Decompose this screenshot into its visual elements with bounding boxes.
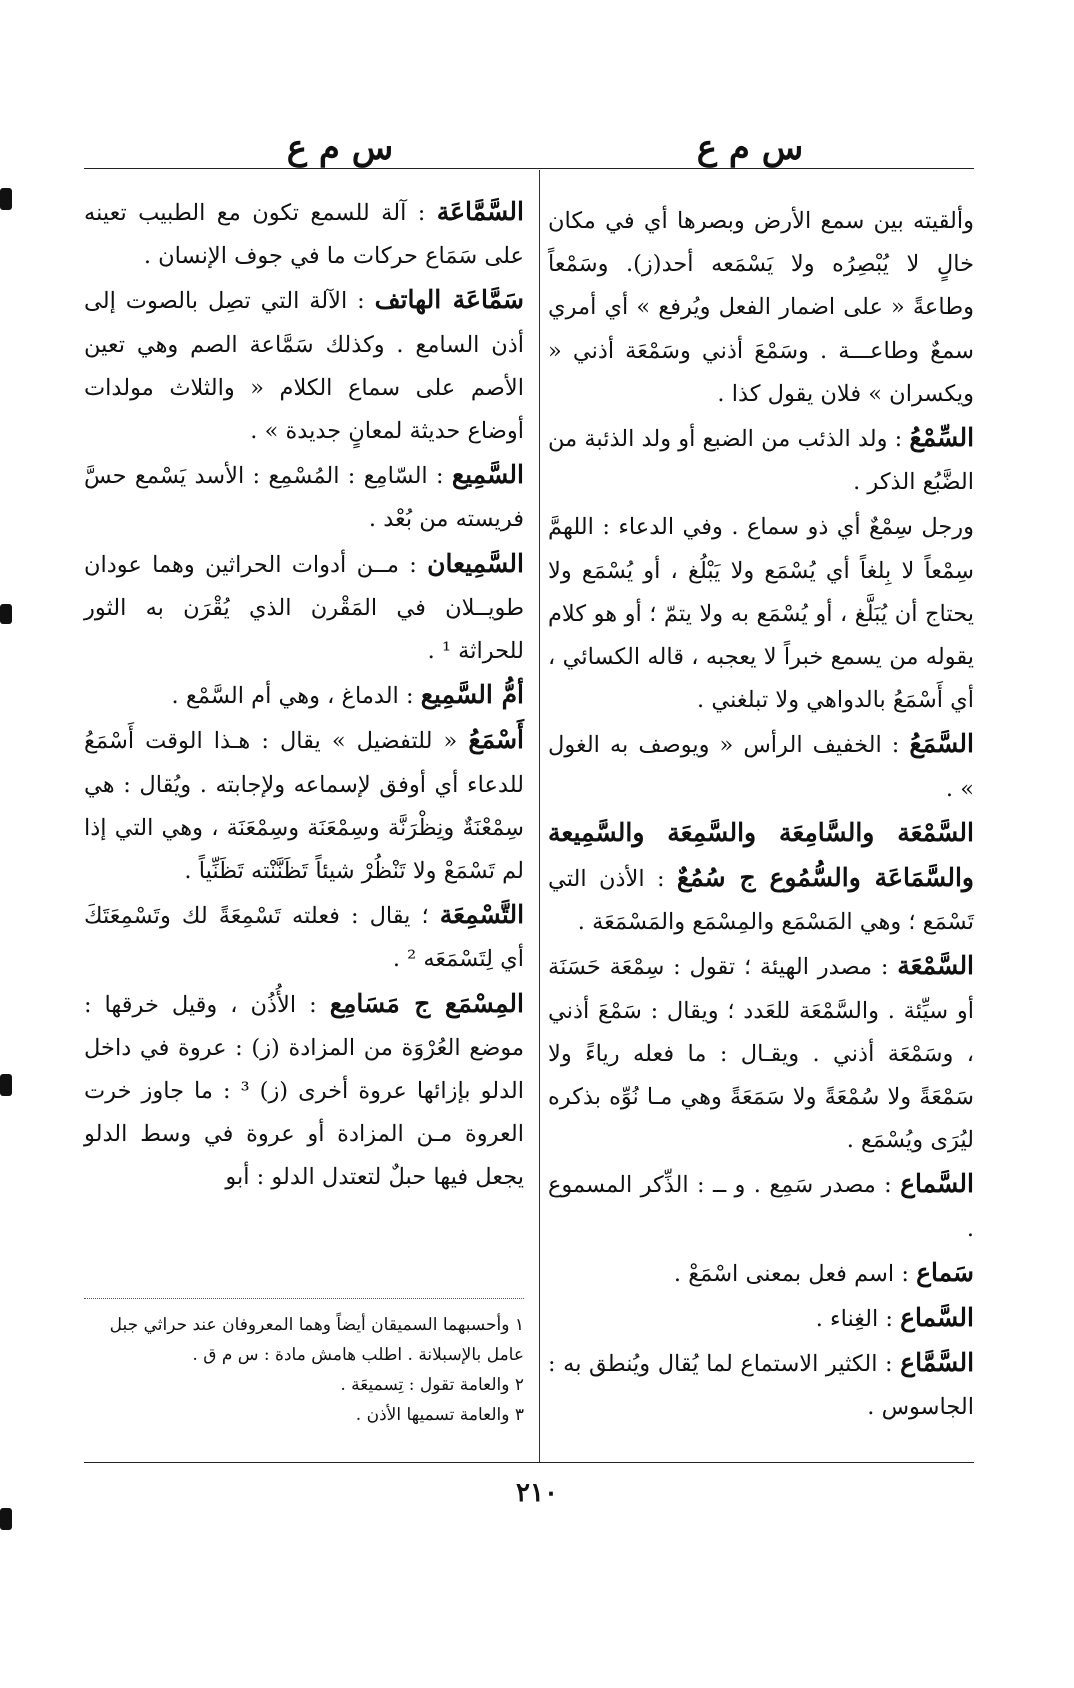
entry-headword: أمُّ السَّمِيع (420, 680, 524, 710)
entry-headword: السَّمَعُ (909, 729, 974, 759)
entry (84, 278, 524, 453)
entry-text: : مصدر الهيئة ؛ تقول : سِمْعَة حَسَنَة أو سيِّئة . والسَّمْعَة للعَدد ؛ ويقال : سَمْعَ أذني ، وسَمْعَة أذني . ويقـال : ما فعله رياءً ولا سَمْعَةً ولا سُمْعَةً ولا سَمَعَةً وهي مـا نُوِّه بذكره ليُرَى ويُسْمَع . (548, 954, 974, 1154)
entry-headword: السَّمَّاع (900, 1348, 975, 1378)
footnote-rule (84, 1298, 524, 1299)
entry (548, 198, 974, 416)
entry-headword: السَّمْعَة والسَّامِعَة والسَّمِعَة والسَّمِيعة والسَّمَاعَة والسُّمُوع ج سُمُعٌ (548, 817, 974, 893)
entry (84, 673, 524, 718)
entry-headword: المِسْمَع ج مَسَامِع (329, 988, 524, 1018)
entry-headword: السَّمِيعان (427, 548, 524, 578)
footer-rule (84, 1462, 974, 1463)
footnotes (84, 1310, 524, 1430)
entry-headword: السَّمَّاعَة (436, 197, 524, 226)
entry (84, 453, 524, 541)
footnote: ١ وأحسبهما السميقان أيضاً وهما المعروفان عند حراثي جبل عامل بالإسبلانة . اطلب هامش مادة : س م ق . (109, 1315, 524, 1365)
footnote: ٣ والعامة تسميها الأذن . (355, 1405, 524, 1425)
running-header-right: س م ع (696, 128, 804, 168)
entry-text: : الغِناء . (815, 1306, 893, 1333)
page-number: ٢١٠ (516, 1478, 558, 1508)
margin-mark (0, 1508, 12, 1530)
entry (84, 542, 524, 674)
entry-headword: السَّمِيع (451, 460, 524, 490)
footnote: ٢ والعامة تقول : تِسميعَة . (340, 1375, 524, 1395)
entry-headword: السَّمْعَة (897, 951, 975, 981)
entry-headword: التَّسْمِعَة (439, 900, 525, 930)
entry-text: : الآلة التي تصِل بالصوت إلى أذن السامع . وكذلك سَمَّاعة الصم وهي تعين الأصم على سماع الكلام « والثلاث مولدات أوضاع حديثة لمعانٍ جديدة » . (84, 288, 524, 445)
entry (84, 190, 524, 278)
entry-text: : ولد الذئب من الضبع أو ولد الذئبة من الضَّبُع الذكر . (548, 426, 974, 496)
entry-text: : مصدر سَمِع . و ــ : الذِّكر المسموع . (548, 1172, 974, 1242)
entry-text: : الكثير الاستماع لما يُقال ويُنطق به : الجاسوس . (548, 1351, 974, 1421)
left-column (84, 190, 524, 1200)
entry-text: ؛ يقال : فعلته تَسْمِعَةً لك وتَسْمِعَتَكَ أي لِتَسْمَعَه ² . (84, 903, 524, 973)
entry (548, 1341, 974, 1429)
header-rule (84, 168, 974, 169)
right-column (548, 198, 974, 1430)
entry-text: : اسم فعل بمعنى اسْمَعْ . (673, 1260, 909, 1287)
entry (548, 504, 974, 722)
entry (548, 1251, 974, 1296)
entry-headword: سَماع (916, 1257, 974, 1287)
entry-text: : الأُذُن ، وقيل خرقها : موضع العُرْوَة من المزادة (ز) : عروة في داخل الدلو بإزائها عروة أخرى (ز) ³ : ما جاوز خرت العروة مـن المزادة أو عروة في وسط الدلو يجعل فيها حبلٌ لتعتدل الدلو : أبو (84, 991, 524, 1191)
entry-text: ورجل سِمْعٌ أي ذو سماع . وفي الدعاء : اللهمَّ سِمْعاً لا بِلغاً أي يُسْمَع ولا يَبْلُغ ، أو يُسْمَع ولا يحتاج أن يُبَلَّغ ، أو يُسْمَع به ولا يتمّ ؛ أو هو كلام يقوله من يسمع خبراً لا يعجبه ، قاله الكسائي ، أي أَسْمَعُ بالدواهي ولا تبلغني . (548, 514, 974, 714)
entry-text: : آلة للسمع تكون مع الطبيب تعينه على سَمَاع حركات ما في جوف الإنسان . (84, 200, 524, 270)
entry (548, 944, 974, 1162)
entry (84, 982, 524, 1200)
entry (548, 416, 974, 504)
entry-text: : مــن أدوات الحراثين وهما عودان طويــلان في المَقْرن الذي يُقْرَن به الثور للحراثة ¹ . (84, 551, 524, 665)
margin-mark (0, 188, 12, 210)
entry (548, 1162, 974, 1250)
margin-mark (0, 1074, 12, 1096)
entry (548, 722, 974, 810)
entry (548, 1296, 974, 1341)
entry-text: : الأذن التي تَسْمَع ؛ وهي المَسْمَع والمِسْمَع والمَسْمَعَة . (548, 866, 974, 936)
margin-mark (0, 604, 12, 624)
entry (84, 893, 524, 981)
running-header-left: س م ع (286, 128, 394, 168)
entry-headword: أَسْمَعُ (468, 725, 524, 755)
entry-headword: السَّماع (900, 1169, 974, 1199)
entry-headword: سَمَّاعَة الهاتف (374, 285, 524, 315)
entry-headword: السِّمْعُ (909, 423, 975, 453)
entry-headword: السَّماع (900, 1303, 974, 1333)
entry-text: : الخفيف الرأس « ويوصف به الغول » . (548, 732, 974, 802)
entry (548, 811, 974, 945)
entry-text: « للتفضيل » يقال : هـذا الوقت أَسْمَعُ للدعاء أي أوفق لإسماعه ولإجابته . ويُقال : هي سِمْعْنَةٌ ونِظْرَنَّة وسِمْعَنَة وسِمْعَنَة ، وهي التي إذا لم تَسْمَعْ ولا تَنْظُرْ شيئاً تَظَنَّنْته تَظَنِّياً . (84, 728, 524, 885)
entry-text: : الدماغ ، وهي أم السَّمْع . (171, 683, 414, 710)
column-divider (539, 170, 540, 1462)
entry (84, 718, 524, 893)
entry-text: وألقيته بين سمع الأرض وبصرها أي في مكان خالٍ لا يُبْصِرُه ولا يَسْمَعه أحد(ز). وسَمْعاً وطاعةً « على اضمار الفعل ويُرفع » أي أمري سمعٌ وطاعـــة . وسَمْعَ أذني وسَمْعَة أذني « ويكسران » فلان يقول كذا . (548, 208, 974, 407)
entry-text: : السّامِع : المُسْمِع : الأسد يَسْمع حسَّ فريسته من بُعْد . (84, 463, 524, 533)
